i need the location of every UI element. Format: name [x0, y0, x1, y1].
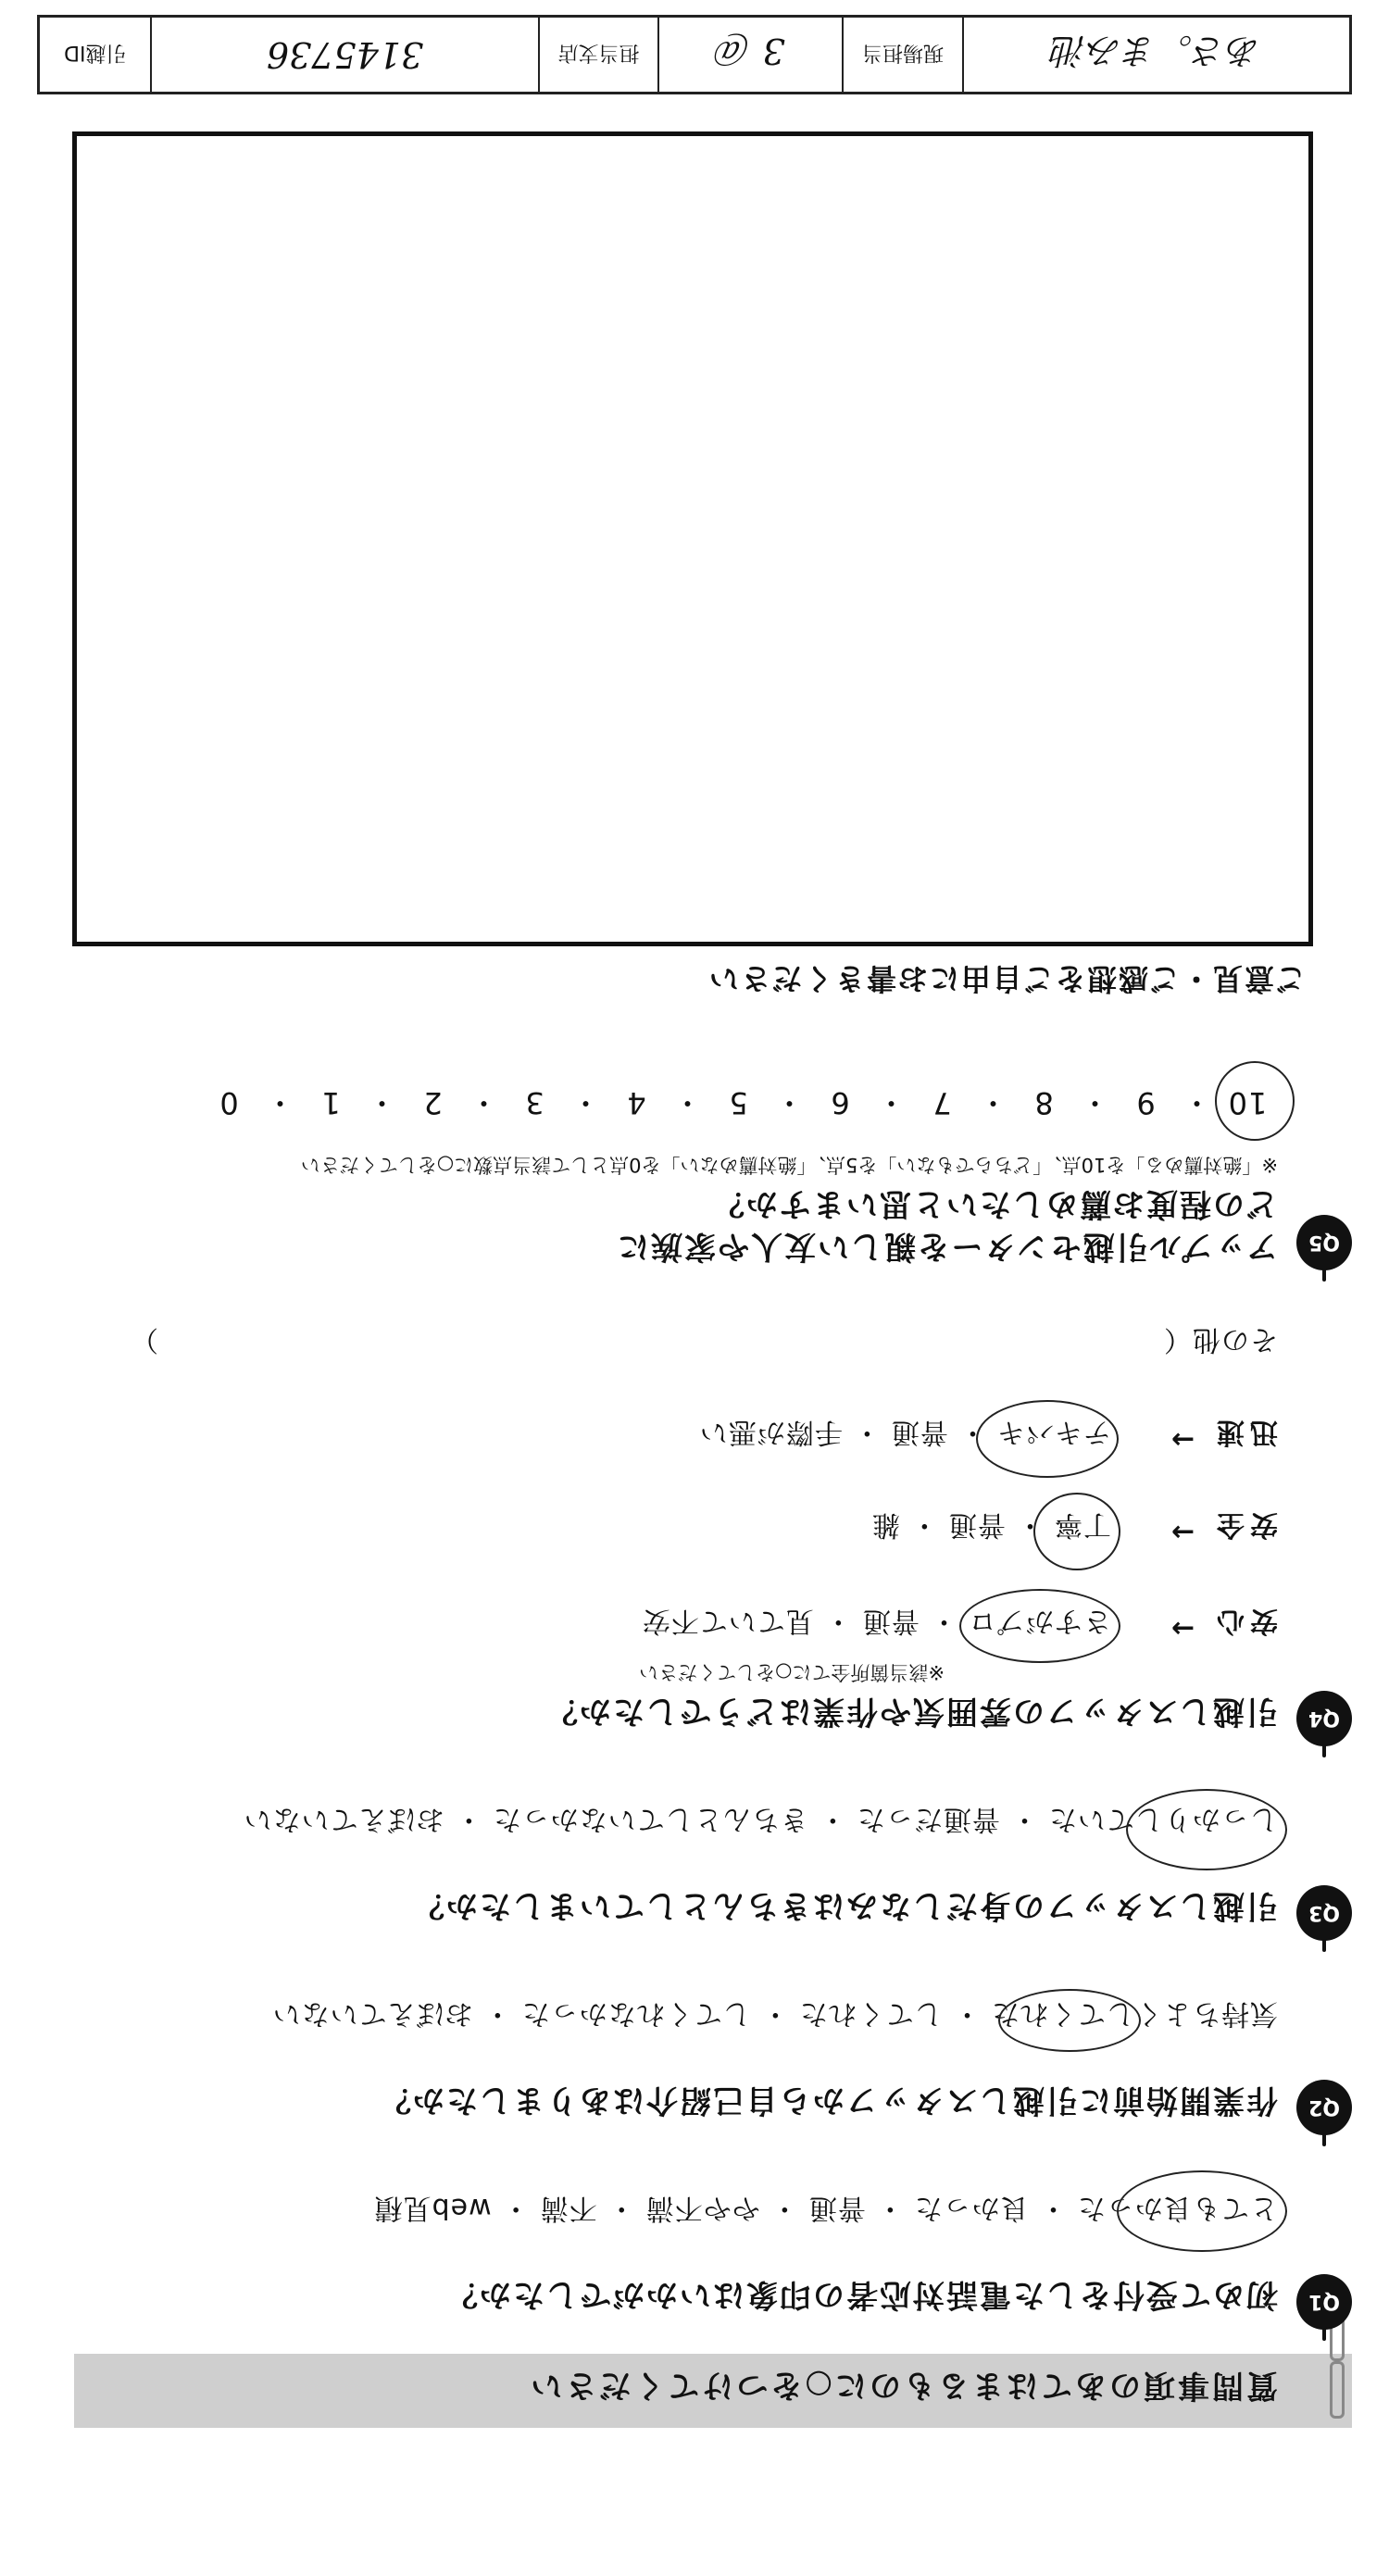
q2-badge: Q2	[1296, 2080, 1352, 2135]
q4-badge: Q4	[1296, 1691, 1352, 1746]
scale-separator: ・	[468, 1085, 499, 1120]
q3-text: 引越しスタッフの身だしなみはきちんとしていましたか？	[411, 1887, 1278, 1924]
scale-separator: ・	[264, 1085, 295, 1120]
id-value: 3145736	[266, 34, 424, 75]
comments-box	[72, 131, 1313, 946]
score-4: 4	[626, 1085, 646, 1120]
score-0: 0	[219, 1085, 239, 1120]
score-9: 9	[1135, 1085, 1156, 1120]
q1-options: とても良かった ・ 良かった ・ 普通 ・ やや不満 ・ 不満 ・ web見積	[373, 2192, 1278, 2224]
q4-row-anshin-circle	[959, 1589, 1120, 1663]
score-10: 10	[1227, 1085, 1268, 1120]
scale-separator: ・	[875, 1085, 907, 1120]
q4-other-field: その他（ ）	[130, 1323, 1278, 1356]
scale-separator: ・	[1079, 1085, 1110, 1120]
q4-row-anzen-circle	[1033, 1493, 1120, 1570]
q4-row-jinsoku-circle	[976, 1400, 1119, 1478]
id-value-cell	[151, 18, 538, 92]
branch-value: 3 ＠	[716, 31, 785, 72]
arrow-icon: →	[1165, 1423, 1195, 1456]
score-6: 6	[830, 1085, 850, 1120]
q3-badge: Q3	[1296, 1885, 1352, 1941]
q1-text: 初めて受付をした電話対応者の印象はいかがでしたか？	[444, 2276, 1278, 2313]
q2-selection-circle	[998, 1989, 1141, 2052]
arrow-icon: →	[1165, 1612, 1195, 1644]
branch-label-cell	[538, 18, 657, 92]
score-2: 2	[422, 1085, 443, 1120]
q4-row-label-anzen: 安全	[1211, 1508, 1278, 1541]
q5-note: ※「絶対薦める」を10点、「どちらでもない」を5点、「絶対薦めない」を0点として該当点数に○をしてください	[300, 1154, 1278, 1176]
q5-score-scale	[198, 1083, 1278, 1126]
score-3: 3	[524, 1085, 544, 1120]
q3-selection-circle	[1126, 1789, 1287, 1870]
q2-options: 気持ちよくしてくれた ・ してくれた ・ してくれなかった ・ おぼえていない	[271, 1997, 1278, 2030]
q5-selection-circle	[1215, 1061, 1295, 1141]
q5-text-line2: どの程度お薦めしたいと思いますか？	[711, 1185, 1278, 1222]
id-label: 引越ID	[64, 41, 127, 65]
q4-text: 引越しスタッフの雰囲気や作業はどうでしたか？	[544, 1693, 1278, 1730]
q4-row-options-anshin: さすがプロ ・ 普通 ・ 見ていて不安	[641, 1605, 1111, 1637]
score-5: 5	[728, 1085, 748, 1120]
q1-badge: Q1	[1296, 2274, 1352, 2330]
instruction-heading: 質問事項のあてはまるものに○をつけてください	[528, 2367, 1278, 2404]
id-label-cell	[40, 18, 150, 92]
scale-separator: ・	[671, 1085, 703, 1120]
scale-separator: ・	[569, 1085, 601, 1120]
score-1: 1	[320, 1085, 341, 1120]
branch-value-cell	[657, 18, 842, 92]
scale-separator: ・	[773, 1085, 805, 1120]
staff-label: 現場担当	[862, 41, 945, 65]
staff-label-cell	[842, 18, 961, 92]
staff-value: あさ。まみ池	[1051, 31, 1262, 72]
q5-text-line1: アップル引越センターを親しい友人や家族に	[616, 1228, 1278, 1265]
comments-title: ご意見・ご感想をご自由にお書きください	[707, 961, 1306, 996]
scale-separator: ・	[366, 1085, 397, 1120]
q1-selection-circle	[1117, 2170, 1287, 2252]
q3-options: しっかりしていた ・ 普通だった ・ きちんとしていなかった ・ おぼえていない	[243, 1803, 1278, 1835]
q4-row-label-anshin: 安心	[1211, 1605, 1278, 1637]
staple-mark	[1330, 2361, 1345, 2419]
q2-text: 作業開始前に引越しスタッフから自己紹介はありましたか？	[378, 2082, 1278, 2119]
score-8: 8	[1033, 1085, 1054, 1120]
q5-badge: Q5	[1296, 1215, 1352, 1270]
admin-info-table	[37, 15, 1352, 94]
scale-separator: ・	[977, 1085, 1008, 1120]
q4-row-options-jinsoku: テキパキ ・ 普通 ・ 手際が悪い	[698, 1416, 1111, 1448]
arrow-icon: →	[1165, 1516, 1195, 1548]
q4-note: ※該当箇所全てに○をしてください	[639, 1661, 945, 1683]
branch-label: 担当支店	[557, 41, 640, 65]
q4-row-options-anzen: 丁寧 ・ 普通 ・ 雑	[870, 1508, 1111, 1541]
q4-row-label-jinsoku: 迅速	[1211, 1416, 1278, 1448]
scale-separator: ・	[1181, 1085, 1212, 1120]
score-7: 7	[932, 1085, 952, 1120]
staff-value-cell	[962, 18, 1349, 92]
